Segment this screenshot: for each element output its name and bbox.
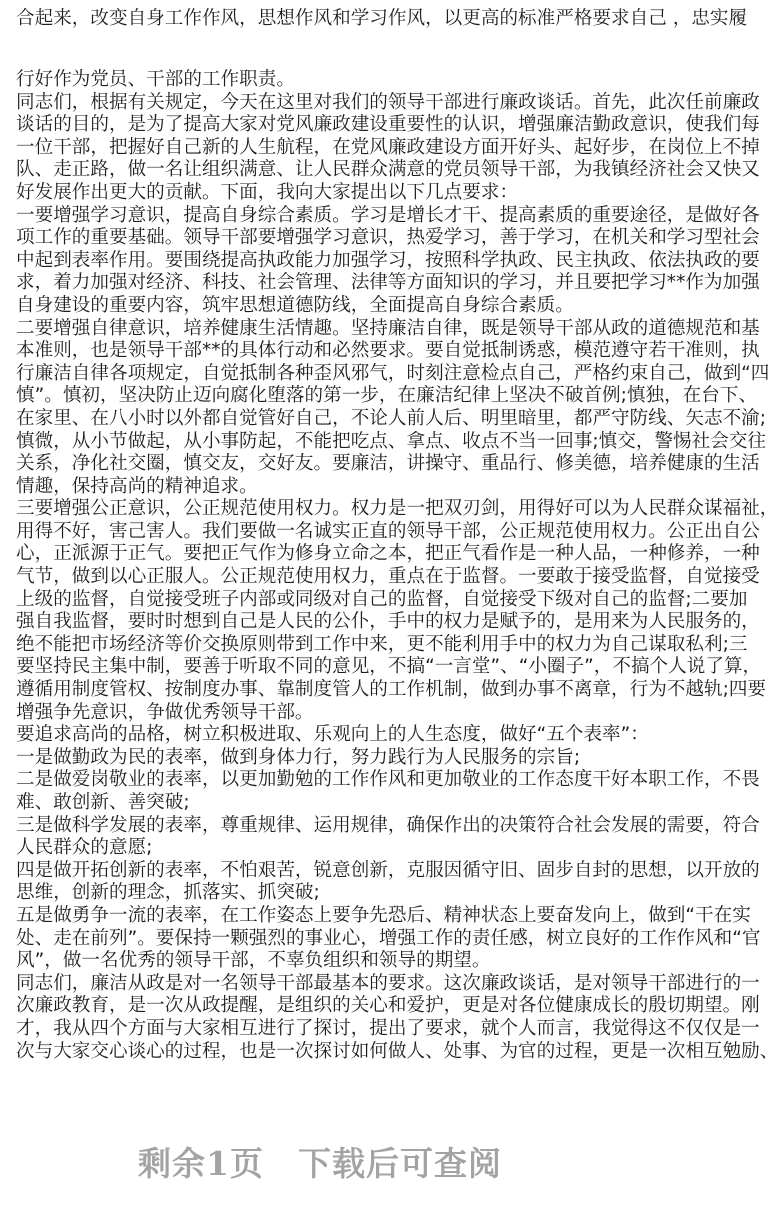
text-line: 处、走在前列”。要保持一颗强烈的事业心，增强工作的责任感，树立良好的工作作风和“官 (16, 927, 761, 949)
text-line: 一位干部，把握好自己新的人生航程，在党风廉政建设方面开好头、起好步，在岗位上不掉 (16, 136, 760, 158)
text-line: 心，正派源于正气。要把正气作为修身立命之本，把正气看作是一种人品，一种修养，一种 (16, 543, 760, 565)
text-line: 二要增强自律意识，培养健康生活情趣。坚持廉洁自律，既是领导干部从政的道德规范和基 (16, 317, 760, 339)
paragraph (16, 724, 649, 747)
text-line: 情趣，保持高尚的精神追求。 (16, 475, 258, 497)
paragraph (16, 317, 770, 499)
text-line: 一要增强学习意识，提高自身综合素质。学习是增长才干、提高素质的重要途径，是做好各 (16, 204, 760, 226)
text-line: 同志们，廉洁从政是对一名领导干部最基本的要求。这次廉政谈话，是对领导干部进行的一 (16, 972, 760, 994)
text-line: 五是做勇争一流的表率，在工作姿态上要争先恐后、精神状态上要奋发向上，做到“干在实 (16, 904, 751, 926)
text-line: 思维，创新的理念，抓落实、抓突破; (16, 882, 320, 904)
text-line: 自身建设的重要内容，筑牢思想道德防线，全面提高自身综合素质。 (16, 294, 574, 316)
paragraph (16, 747, 624, 770)
paragraph (16, 814, 760, 860)
text-line: 风”，做一名优秀的领导干部，不辜负组织和领导的期望。 (16, 950, 491, 972)
remaining-pages-label: 剩余1页 (138, 1144, 264, 1183)
text-line: 绝不能把市场经济等价交换原则带到工作中来，更不能利用手中的权力为自己谋取私利;三 (16, 633, 748, 655)
text-line: 求，着力加强对经济、科技、社会管理、法律等方面知识的学习，并且要把学习**作为加强 (16, 272, 760, 294)
paragraph (16, 498, 778, 724)
text-line: 项工作的重要基础。领导干部要增强学习意识，热爱学习，善于学习，在机关和学习型社会 (16, 227, 760, 249)
text-line: 用得不好，害己害人。我们要做一名诚实正直的领导干部，公正规范使用权力。公正出自公 (16, 520, 760, 542)
text-line: 才，我从四个方面与大家相互进行了探讨，提出了要求，就个人而言，我觉得这不仅仅是一 (16, 1017, 760, 1039)
text-line: 同志们，根据有关规定，今天在这里对我们的领导干部进行廉政谈话。首先，此次任前廉政 (16, 91, 760, 113)
paragraph (16, 904, 761, 973)
text-line: 上级的监督，自觉接受班子内部或同级对自己的监督，自觉接受下级对自己的监督;二要加 (16, 588, 748, 610)
paragraph (16, 91, 760, 205)
paragraph (16, 69, 624, 92)
text-line: 遵循用制度管权、按制度办事、靠制度管人的工作机制，做到办事不离章，行为不越轨;四要 (16, 679, 767, 701)
text-line: 关系，净化社交圈，慎交友，交好友。要廉洁，讲操守、重品行、修美德，培养健康的生活 (16, 453, 760, 475)
paragraph (16, 972, 778, 1063)
text-line: 谈话的目的，是为了提高大家对党风廉政建设重要性的认识，增强廉洁勤政意识，使我们每 (16, 114, 760, 136)
text-line: 一是做勤政为民的表率，做到身体力行，努力践行为人民服务的宗旨; (16, 746, 581, 768)
text-line: 强自我监督，要时时想到自己是人民的公仆，手中的权力是赋予的，是用来为人民服务的， (16, 611, 760, 633)
text-line: 次与大家交心谈心的过程，也是一次探讨如何做人、处事、为官的过程，更是一次相互勉励、 (16, 1040, 778, 1062)
text-line: 慎”。慎初，坚决防止迈向腐化堕落的第一步，在廉洁纪律上坚决不破首例;慎独，在台下、 (16, 385, 758, 407)
text-line: 气节，做到以心正服人。公正规范使用权力，重点在于监督。一要敢于接受监督，自觉接受 (16, 566, 760, 588)
text-line: 人民群众的意愿; (16, 837, 153, 859)
paragraph (16, 204, 760, 318)
paragraph (16, 769, 760, 814)
download-prompt[interactable] (0, 1138, 640, 1185)
text-line: 次廉政教育，是一次从政提醒，是组织的关心和爱护，更是对各位健康成长的殷切期望。刚 (16, 995, 760, 1017)
text-line: 二是做爱岗敬业的表率，以更加勤勉的工作作风和更加敬业的工作态度干好本职工作，不畏 (16, 769, 760, 791)
text-line: 好发展作出更大的贡献。下面，我向大家提出以下几点要求： (16, 181, 519, 203)
text-line: 三是做科学发展的表率，尊重规律、运用规律，确保作出的决策符合社会发展的需要，符合 (16, 814, 760, 836)
text-line: 本准则，也是领导干部**的具体行动和必然要求。要自觉抵制诱惑，模范遵守若干准则，执 (16, 340, 760, 362)
download-to-view-label[interactable]: 下载后可查阅 (297, 1144, 502, 1183)
text-line: 增强争先意识，争做优秀领导干部。 (16, 701, 314, 723)
paragraph (16, 859, 760, 905)
text-line: 三要增强公正意识，公正规范使用权力。权力是一把双刃剑，用得好可以为人民群众谋福祉， (16, 498, 778, 520)
text-line: 行好作为党员、干部的工作职责。 (16, 69, 295, 90)
text-line: 队、走正路，做一名让组织满意、让人民群众满意的党员领导干部，为我镇经济社会又快又 (16, 159, 760, 181)
text-line: 合起来，改变自身工作作风，思想作风和学习作风，以更高的标准严格要求自己 ，忠实履 (16, 8, 748, 29)
text-line: 四是做开拓创新的表率，不怕艰苦，锐意创新，克服因循守旧、固步自封的思想，以开放的 (16, 859, 760, 881)
text-line: 要追求高尚的品格，树立积极进取、乐观向上的人生态度，做好“五个表率”： (16, 724, 649, 746)
text-line: 慎微，从小节做起，从小事防起，不能把吃点、拿点、收点不当一回事;慎交，警惕社会交往 (16, 430, 767, 452)
document-top-fragment (16, 8, 748, 31)
text-line: 在家里、在八小时以外都自觉管好自己，不论人前人后、明里暗里，都严守防线、矢志不渝; (16, 407, 767, 429)
text-line: 行廉洁自律各项规定，自觉抵制各种歪风邪气，时刻注意检点自己，严格约束自己，做到“四 (16, 362, 770, 384)
document-body (16, 69, 778, 1063)
text-line: 难、敢创新、善突破; (16, 792, 190, 813)
text-line: 要坚持民主集中制，要善于听取不同的意见，不搞“一言堂”、“小圈子”，不搞个人说了算， (16, 656, 762, 678)
text-line: 中起到表率作用。要围绕提高执政能力加强学习，按照科学执政、民主执政、依法执政的要 (16, 249, 760, 271)
